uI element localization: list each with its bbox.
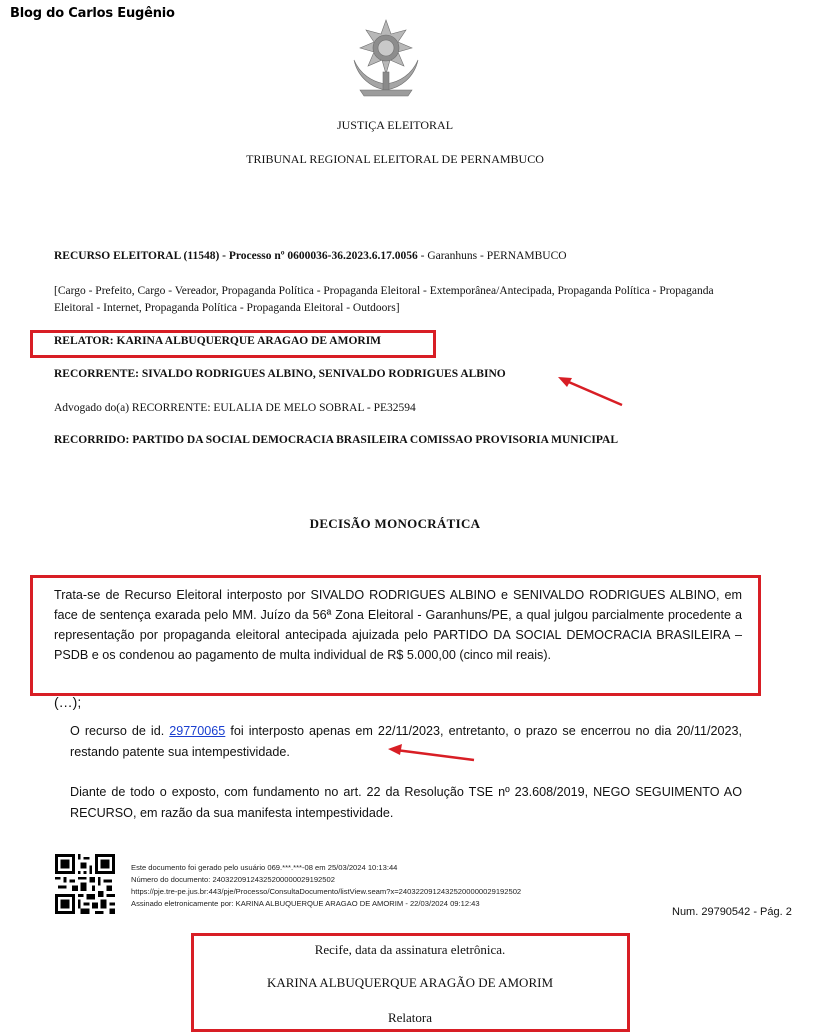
red-arrow-icon bbox=[386, 742, 476, 762]
case-relator: RELATOR: KARINA ALBUQUERQUE ARAGAO DE AMORIM bbox=[54, 335, 382, 347]
footer-signed-by: Assinado eletronicamente por: KARINA ALBUQUERQUE ARAGAO DE AMORIM - 22/03/2024 09:12:43 bbox=[131, 899, 480, 908]
highlight-box-relator bbox=[30, 330, 436, 358]
paragraph-2-suffix: foi interposto apenas em 22/11/2023, entretanto, o prazo se encerrou no dia 20/11/2023, restando patente sua intempestividade. bbox=[70, 724, 742, 759]
paragraph-2-prefix: O recurso de id. bbox=[70, 724, 170, 738]
signature-place-date: Recife, data da assinatura eletrônica. bbox=[314, 942, 506, 957]
case-recurso-location: - Garanhuns - PERNAMBUCO bbox=[417, 250, 567, 262]
footer-document-number: Número do documento: 24032209124325200000029192502 bbox=[131, 875, 335, 884]
document-id-link[interactable]: 29770065 bbox=[169, 724, 226, 738]
footer-metadata bbox=[131, 862, 521, 910]
blog-watermark: Blog do Carlos Eugênio bbox=[10, 6, 175, 21]
decision-ellipsis: (…); bbox=[54, 694, 82, 710]
qr-code-icon bbox=[55, 854, 115, 914]
case-advogado: Advogado do(a) RECORRENTE: EULALIA DE MELO SOBRAL - PE32594 bbox=[54, 402, 416, 414]
highlight-box-paragraph bbox=[30, 575, 761, 696]
decision-title: DECISÃO MONOCRÁTICA bbox=[309, 516, 481, 531]
page-number: Num. 29790542 - Pág. 2 bbox=[672, 906, 792, 918]
case-cargo: [Cargo - Prefeito, Cargo - Vereador, Propaganda Política - Propaganda Eleitoral - Extemporânea/Antecipada, Propaganda Política - Propaganda Eleitoral - Internet, Propaganda Política - Propaganda Eleitoral - Outdoors] bbox=[54, 285, 714, 314]
footer-url[interactable]: https://pje.tre-pe.jus.br:443/pje/Processo/ConsultaDocumento/listView.seam?x=24032209124325200000029192502 bbox=[131, 887, 522, 896]
case-recurso bbox=[54, 250, 567, 262]
decision-paragraph-3: Diante de todo o exposto, com fundamento no art. 22 da Resolução TSE nº 23.608/2019, NEGO SEGUIMENTO AO RECURSO, em razão da sua manifesta intempestividade. bbox=[70, 785, 742, 820]
decision-paragraph-1: Trata-se de Recurso Eleitoral interposto por SIVALDO RODRIGUES ALBINO e SENIVALDO RODRIGUES ALBINO, em face de sentença exarada pelo MM. Juízo da 56ª Zona Eleitoral - Garanhuns/PE, a qual julgou parcialmente procedente a representação por propaganda eleitoral antecipada ajuizada pelo PARTIDO DA SOCIAL DEMOCRACIA BRASILEIRA – PSDB e os condenou ao pagamento de multa individual de R$ 5.000,00 (cinco mil reais). bbox=[54, 588, 742, 662]
case-recorrente: RECORRENTE: SIVALDO RODRIGUES ALBINO, SENIVALDO RODRIGUES ALBINO bbox=[54, 368, 506, 380]
header-justica: JUSTIÇA ELEITORAL bbox=[336, 118, 454, 132]
case-recurso-number: RECURSO ELEITORAL (11548) - Processo nº 0600036-36.2023.6.17.0056 bbox=[54, 250, 418, 262]
red-arrow-icon bbox=[556, 372, 626, 408]
highlight-box-signature bbox=[191, 933, 630, 1032]
header-tribunal: TRIBUNAL REGIONAL ELEITORAL DE PERNAMBUCO bbox=[246, 152, 544, 166]
case-recorrido: RECORRIDO: PARTIDO DA SOCIAL DEMOCRACIA BRASILEIRA COMISSAO PROVISORIA MUNICIPAL bbox=[54, 434, 619, 446]
brazil-coat-of-arms-icon bbox=[346, 18, 426, 100]
signature-name: KARINA ALBUQUERQUE ARAGÃO DE AMORIM bbox=[266, 975, 553, 990]
footer-generated: Este documento foi gerado pelo usuário 069.***.***-08 em 25/03/2024 10:13:44 bbox=[131, 863, 398, 872]
signature-role: Relatora bbox=[387, 1010, 433, 1025]
